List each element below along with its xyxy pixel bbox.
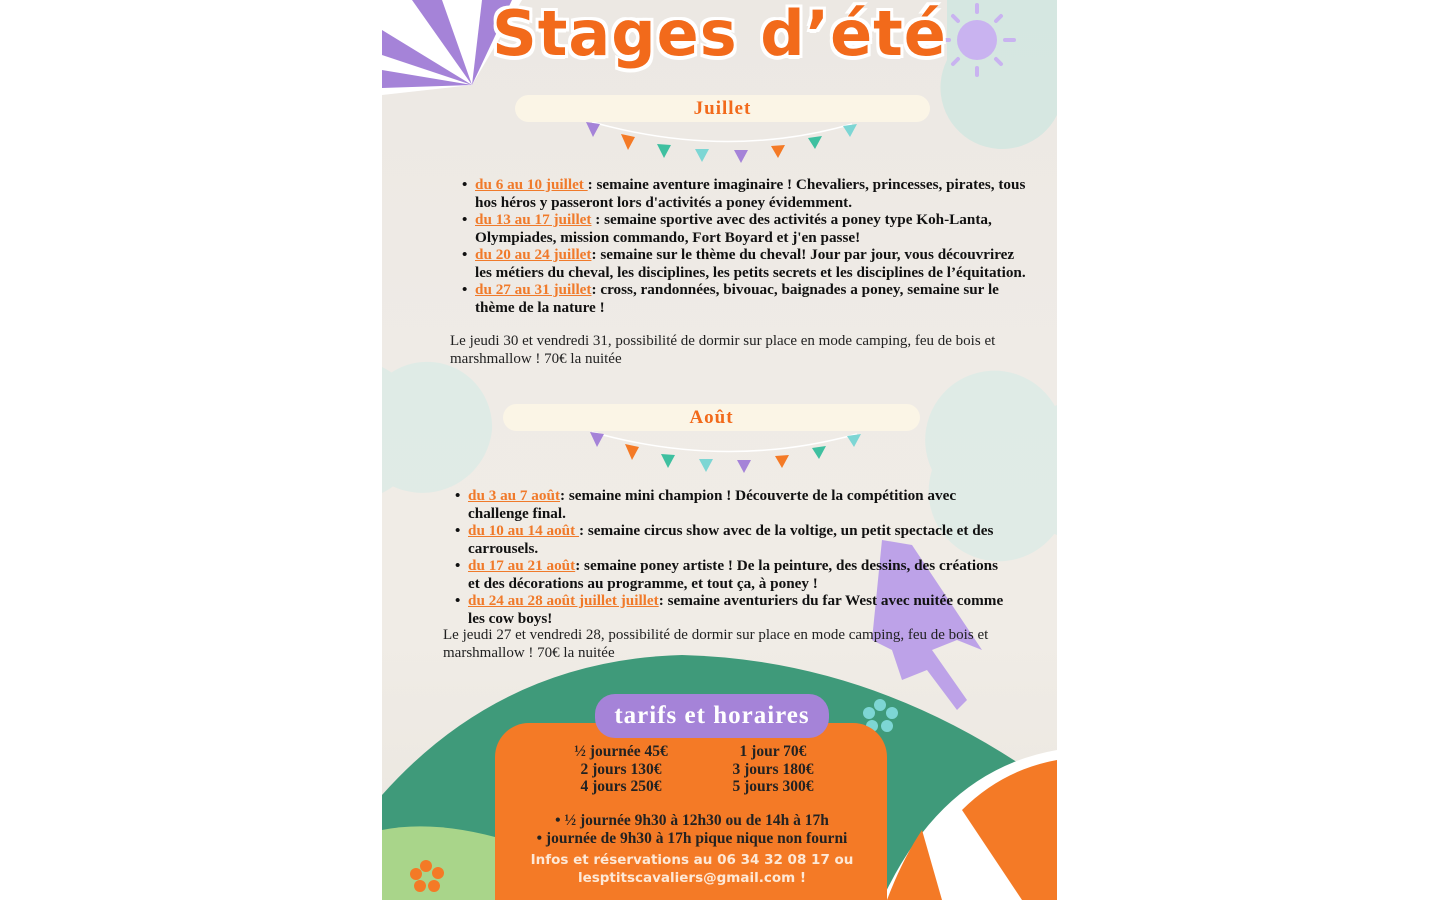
item-text: : semaine sur le thème du cheval! Jour par jour, vous découvrirez les métiers du cheval, les disciplines, les petits secrets et les disciplines de l’équitation. bbox=[475, 246, 1026, 281]
hours bbox=[502, 812, 882, 848]
flyer-poster bbox=[382, 0, 1057, 900]
list-item bbox=[468, 557, 1008, 592]
price-grid bbox=[552, 743, 842, 796]
item-text: : semaine poney artiste ! De la peinture, des dessins, des créations et des décorations au programme, et tout ça, à poney ! bbox=[468, 557, 999, 592]
bunting-aout bbox=[590, 432, 861, 473]
item-text: : semaine circus show avec de la voltige, un petit spectacle et des carrousels. bbox=[468, 522, 994, 557]
date-link[interactable]: du 13 au 17 juillet bbox=[475, 211, 592, 228]
list-item bbox=[468, 522, 1008, 557]
contact-info bbox=[502, 851, 882, 887]
date-link[interactable]: du 17 au 21 août bbox=[468, 557, 576, 574]
list-item bbox=[475, 246, 1030, 281]
aout-list bbox=[468, 487, 1008, 627]
list-item bbox=[475, 211, 1030, 246]
price-item: 5 jours 300€ bbox=[732, 778, 814, 795]
juillet-note: Le jeudi 30 et vendredi 31, possibilité de dormir sur place en mode camping, feu de bois et marshmallow ! 70€ la nuitée bbox=[450, 333, 996, 367]
hours-line: • ½ journée 9h30 à 12h30 ou de 14h à 17h bbox=[555, 812, 829, 829]
date-link[interactable]: du 3 au 7 août bbox=[468, 487, 561, 504]
price-item: 4 jours 250€ bbox=[580, 778, 662, 795]
item-text: : semaine aventure imaginaire ! Chevaliers, princesses, pirates, tous hos héros y passeront lors d'activités a poney évidemment. bbox=[475, 176, 1026, 211]
list-item bbox=[468, 487, 1008, 522]
contact-phone: Infos et réservations au 06 34 32 08 17 ou bbox=[530, 852, 854, 868]
price-item: 1 jour 70€ bbox=[739, 743, 807, 760]
bunting-juillet bbox=[586, 122, 857, 163]
list-item bbox=[475, 281, 1030, 316]
date-link[interactable]: du 27 au 31 juillet bbox=[475, 281, 592, 298]
list-item bbox=[475, 176, 1030, 211]
aout-note: Le jeudi 27 et vendredi 28, possibilité de dormir sur place en mode camping, feu de bois et marshmallow ! 70€ la nuitée bbox=[443, 627, 989, 661]
contact-email[interactable]: lesptitscavaliers@gmail.com ! bbox=[577, 870, 807, 886]
section-heading-juillet: Juillet bbox=[515, 95, 930, 122]
item-text: : semaine sportive avec des activités a poney type Koh-Lanta, Olympiades, mission commando, Fort Boyard et j'en passe! bbox=[475, 211, 992, 246]
list-item bbox=[468, 592, 1008, 627]
item-text: : cross, randonnées, bivouac, baignades a poney, semaine sur le thème de la nature ! bbox=[475, 281, 999, 316]
date-link[interactable]: du 6 au 10 juillet bbox=[475, 176, 588, 193]
juillet-list bbox=[475, 176, 1030, 316]
price-item: 3 jours 180€ bbox=[732, 760, 814, 778]
section-heading-aout: Août bbox=[503, 404, 920, 431]
date-link[interactable]: du 20 au 24 juillet bbox=[475, 246, 592, 263]
page-title: Stages d’été bbox=[492, 0, 947, 70]
item-text: : semaine mini champion ! Découverte de la compétition avec challenge final. bbox=[468, 487, 957, 522]
price-item: ½ journée 45€ bbox=[574, 743, 668, 760]
item-text: : semaine aventuriers du far West avec nuitée comme les cow boys! bbox=[468, 592, 1004, 627]
date-link[interactable]: du 24 au 28 août juillet juillet bbox=[468, 592, 659, 609]
date-link[interactable]: du 10 au 14 août bbox=[468, 522, 579, 539]
price-item: 2 jours 130€ bbox=[580, 760, 662, 778]
hours-line: • journée de 9h30 à 17h pique nique non fourni bbox=[536, 830, 848, 847]
tarifs-heading: tarifs et horaires bbox=[595, 694, 829, 738]
